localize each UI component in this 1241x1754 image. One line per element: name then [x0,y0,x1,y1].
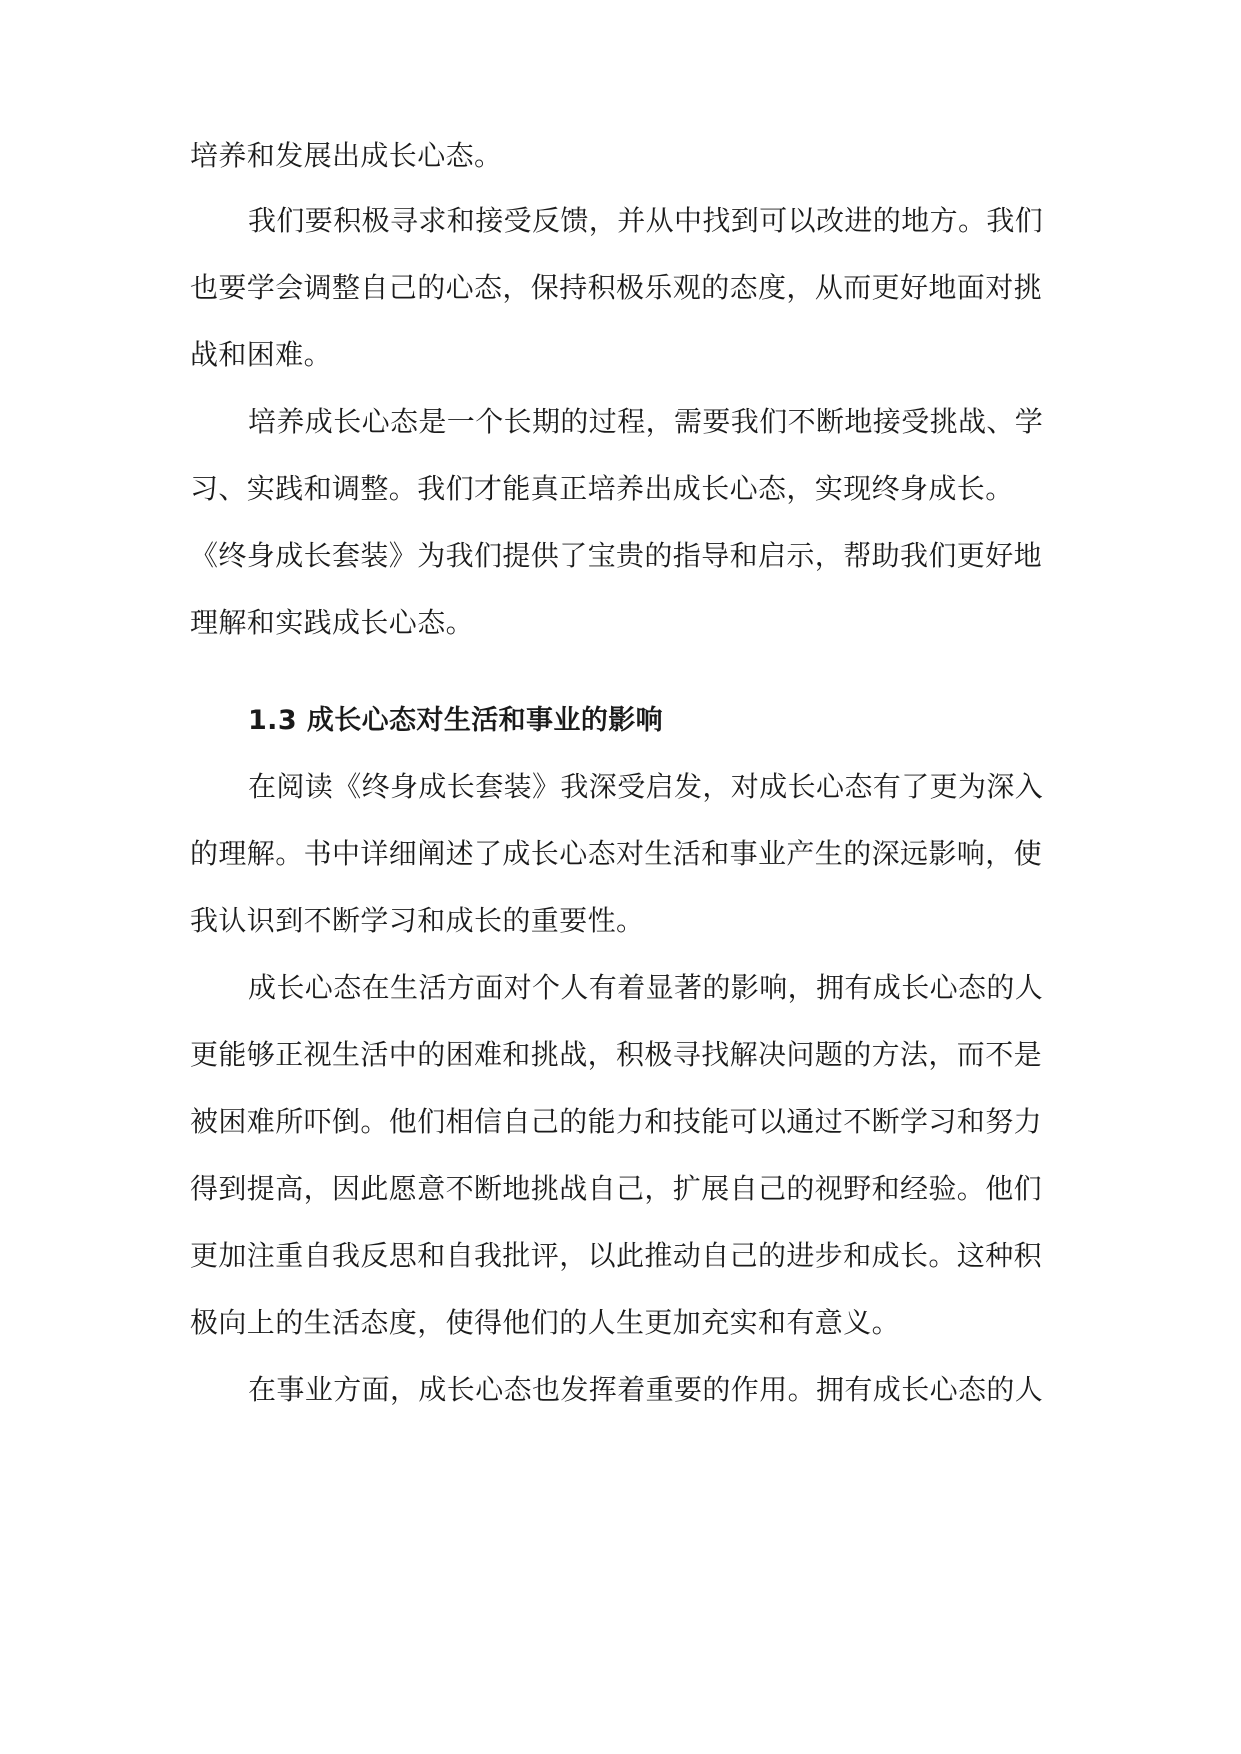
text-line: 的理解。书中详细阐述了成长心态对生活和事业产生的深远影响，使 [190,837,1043,870]
text-line: 我认识到不断学习和成长的重要性。 [190,904,645,937]
paragraph-first-line: 在事业方面，成长心态也发挥着重要的作用。拥有成长心态的人 [248,1373,1044,1406]
section-heading: 1.3 成长心态对生活和事业的影响 [248,705,664,736]
text-line: 更能够正视生活中的困难和挑战，积极寻找解决问题的方法，而不是 [190,1038,1043,1071]
text-line: 更加注重自我反思和自我批评，以此推动自己的进步和成长。这种积 [190,1239,1043,1272]
text-line: 也要学会调整自己的心态，保持积极乐观的态度，从而更好地面对挑 [190,271,1043,304]
text-line: 习、实践和调整。我们才能真正培养出成长心态，实现终身成长。 [190,472,1014,505]
paragraph-first-line: 成长心态在生活方面对个人有着显著的影响，拥有成长心态的人 [248,971,1044,1004]
text-line: 战和困难。 [190,338,333,371]
text-line: 得到提高，因此愿意不断地挑战自己，扩展自己的视野和经验。他们 [190,1172,1043,1205]
paragraph-first-line: 我们要积极寻求和接受反馈，并从中找到可以改进的地方。我们 [248,204,1044,237]
text-line: 培养和发展出成长心态。 [190,139,503,172]
text-line: 极向上的生活态度，使得他们的人生更加充实和有意义。 [190,1306,901,1339]
text-line: 理解和实践成长心态。 [190,606,475,639]
text-line: 《终身成长套装》为我们提供了宝贵的指导和启示，帮助我们更好地 [190,539,1043,572]
text-line: 被困难所吓倒。他们相信自己的能力和技能可以通过不断学习和努力 [190,1105,1043,1138]
paragraph-first-line: 培养成长心态是一个长期的过程，需要我们不断地接受挑战、学 [248,405,1044,438]
paragraph-first-line: 在阅读《终身成长套装》我深受启发，对成长心态有了更为深入 [248,770,1044,803]
